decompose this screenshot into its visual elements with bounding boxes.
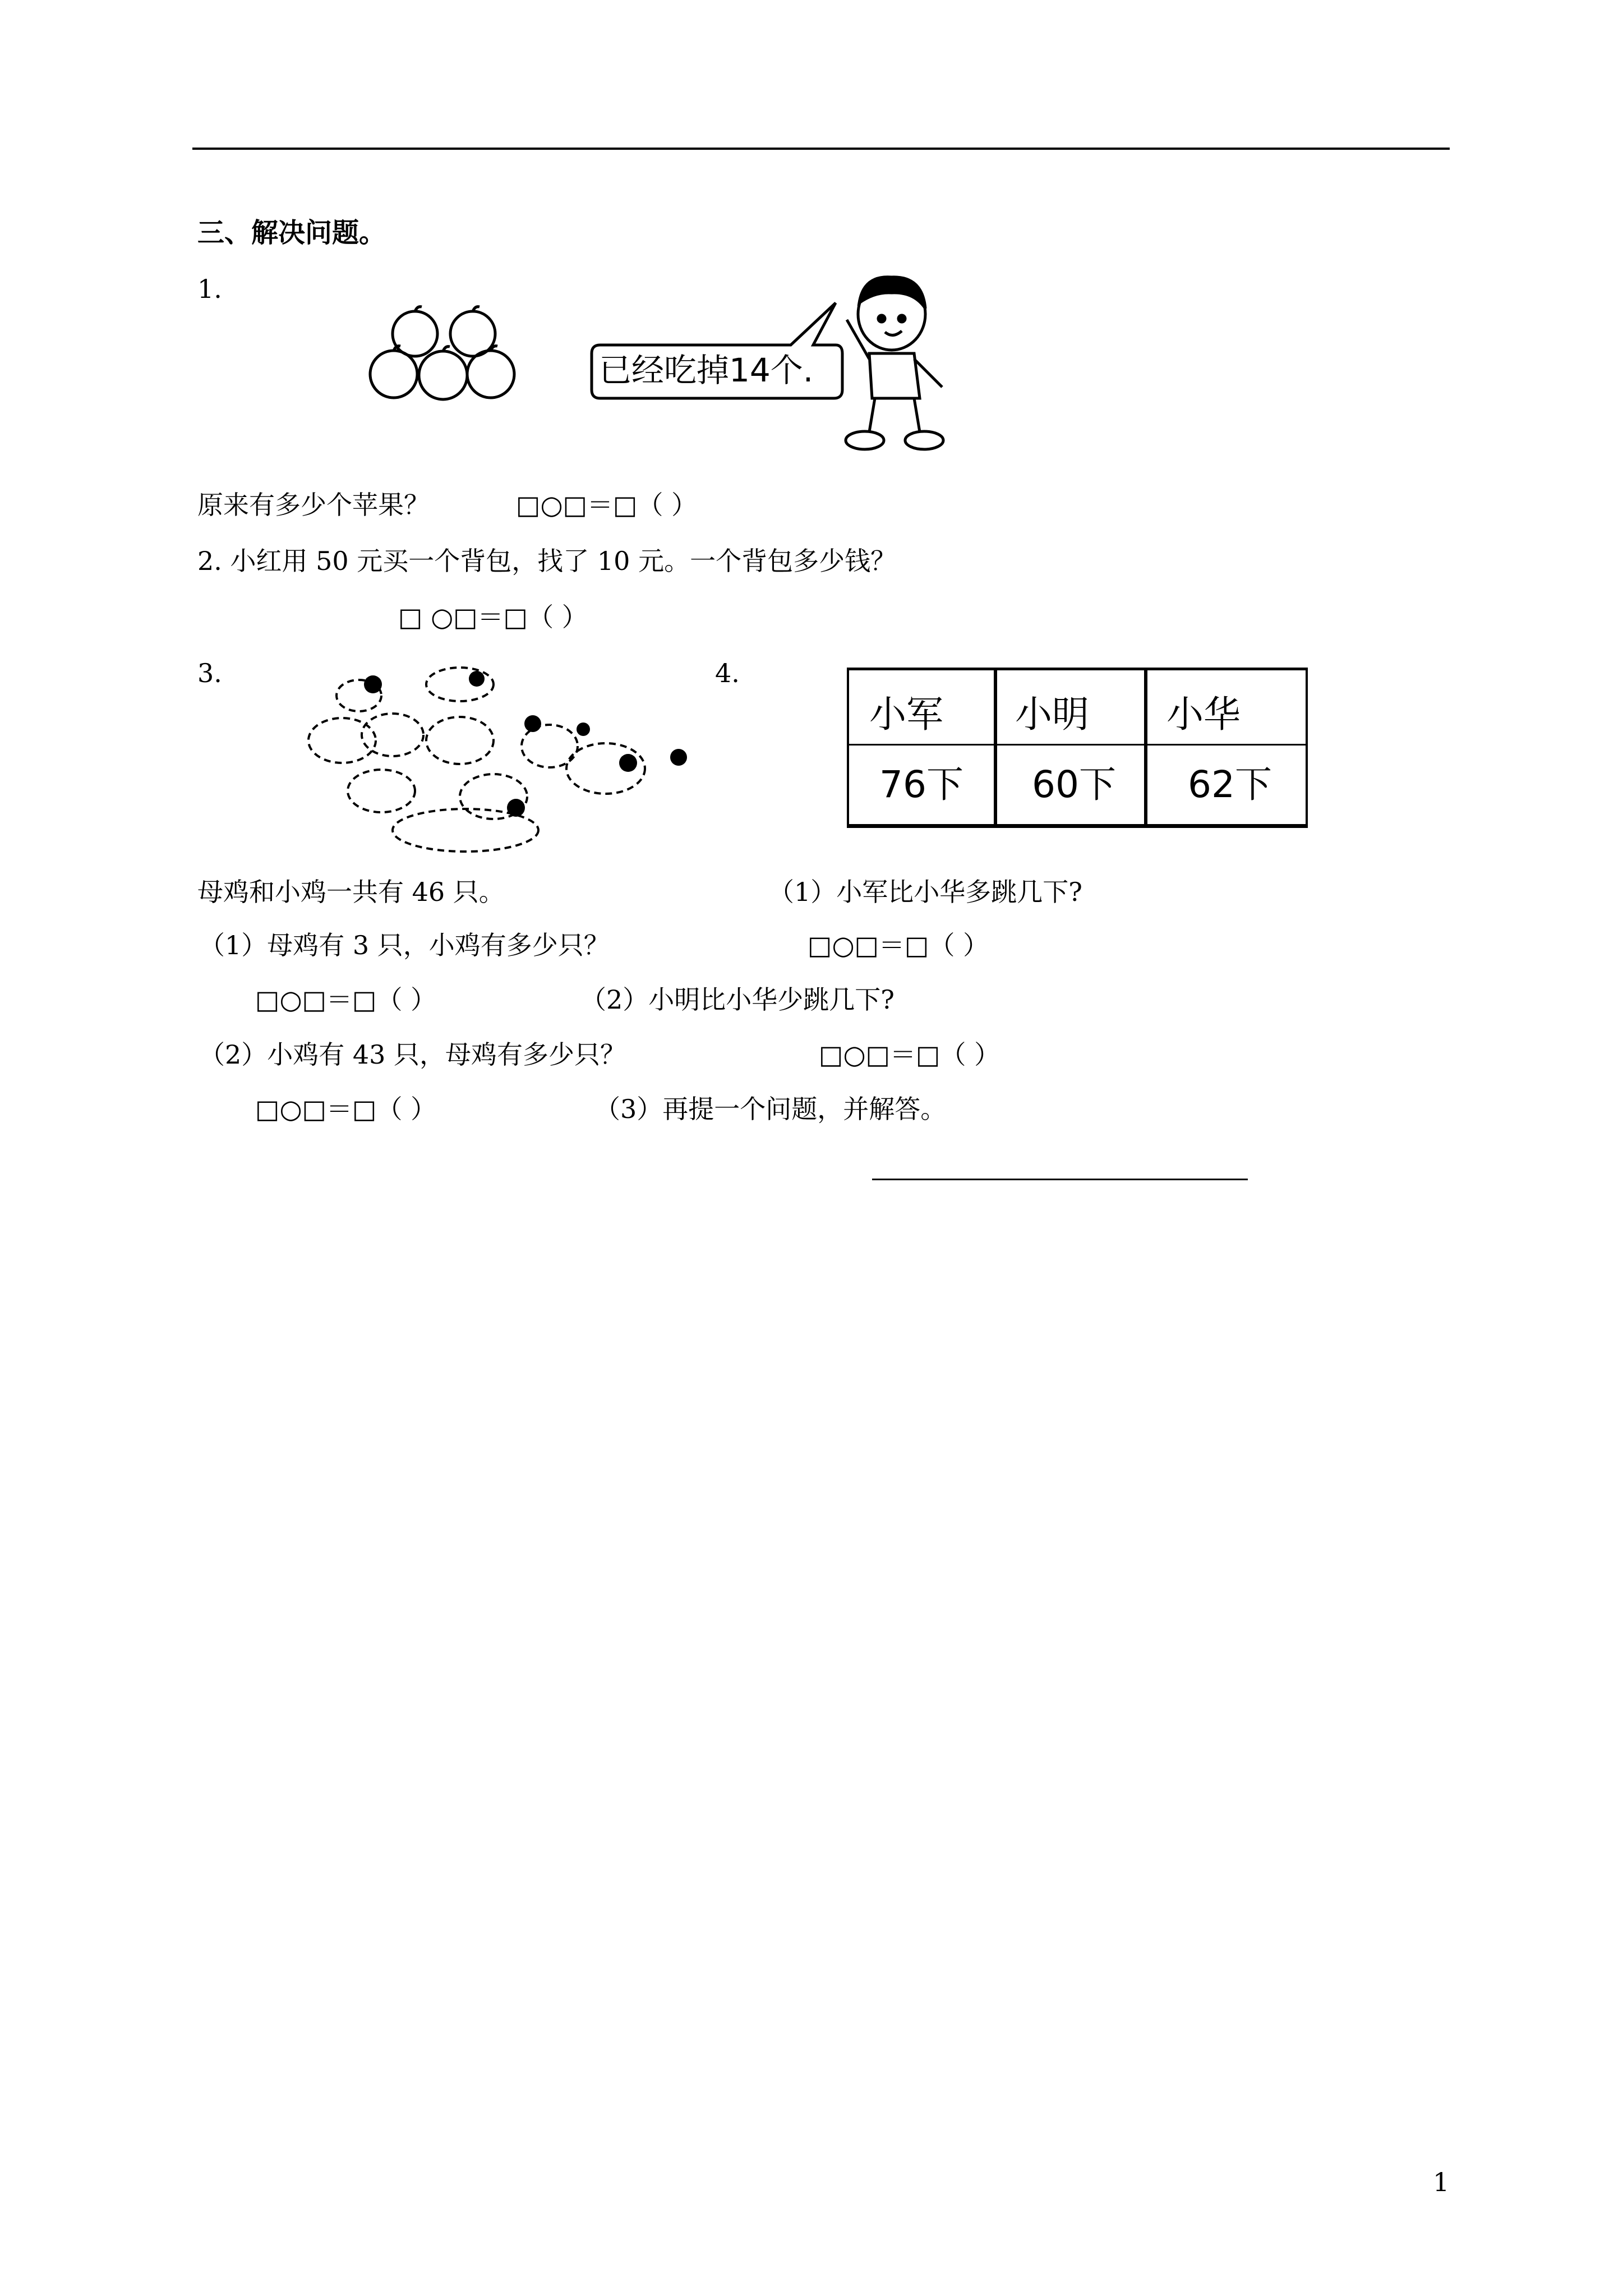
q1-number: 1. [197,274,222,304]
q4-sub2-formula: □○□＝□（ ） [819,1039,1000,1070]
q2-text: 2. 小红用 50 元买一个背包，找了 10 元。一个背包多少钱？ [197,546,897,576]
jump-table [847,668,1308,828]
table-header-2: 小华 [1166,693,1241,736]
chickens-illustration [292,662,695,853]
q2-formula: □ ○□＝□（ ） [398,602,588,632]
table-header-0: 小军 [869,693,943,736]
q4-number: 4. [715,658,740,688]
page-number: 1 [1433,2167,1450,2197]
q3-sub1-formula: □○□＝□（ ） [255,984,437,1015]
answer-line [872,1179,1248,1180]
q4-sub1: （1）小军比小华多跳几下? [768,877,1082,907]
table-value-2: 62下 [1188,763,1272,806]
table-value-0: 76下 [879,763,963,806]
q3-number: 3. [197,658,222,688]
apples-illustration [370,306,527,407]
q3-sub2-formula: □○□＝□（ ） [255,1094,437,1124]
q4-sub3: （3）再提一个问题，并解答。 [594,1094,947,1124]
header-rule [192,148,1450,150]
q4-sub2: （2）小明比小华少跳几下? [580,984,895,1015]
q3-sub2: （2）小鸡有 43 只，母鸡有多少只？ [199,1039,626,1070]
q4-sub1-formula: □○□＝□（ ） [808,930,989,960]
table-header-1: 小明 [1015,693,1089,736]
section-heading: 三、解决问题。 [197,217,386,249]
speech-bubble-text: 已经吃掉14个. [599,351,814,389]
q1-formula: □○□＝□（ ） [516,490,698,520]
table-value-1: 60下 [1032,763,1116,806]
q1-question: 原来有多少个苹果？ [197,490,430,520]
q3-sub1: （1）母鸡有 3 只，小鸡有多少只？ [199,930,610,960]
boy-illustration [830,269,976,460]
q3-intro: 母鸡和小鸡一共有 46 只。 [197,877,505,907]
